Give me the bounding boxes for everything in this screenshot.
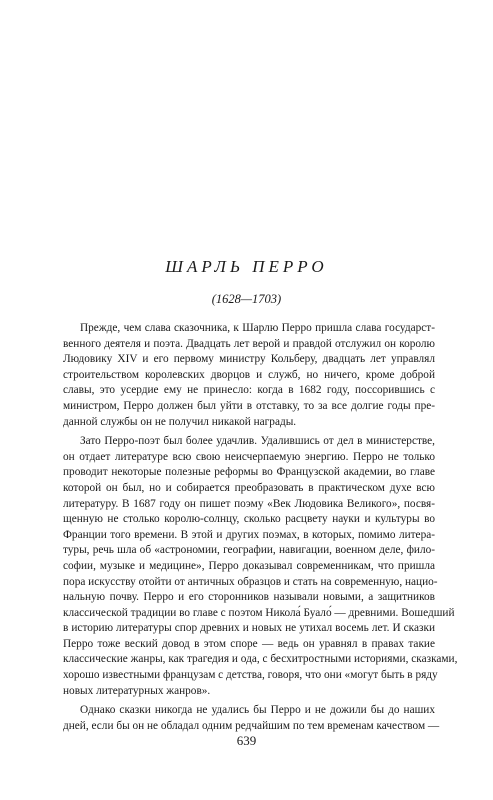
text-line: Однако сказки никогда не удались бы Перро и не дожили бы до наших xyxy=(80,704,435,717)
text-line: классические жанры, как трагедия и ода, с бесхитростными историями, сказками, xyxy=(63,653,458,666)
text-line: хорошо известными французам с детства, говоря, что они «могут быть в ряду xyxy=(63,669,438,682)
text-line: Прежде, чем слава сказочника, к Шарлю Перро пришла слава государст- xyxy=(80,322,435,334)
text-line: Зато Перро-поэт был более удачлив. Удалившись от дел в министерстве, xyxy=(80,435,435,448)
text-line: министром, Перро должен был уйти в отставку, то за все долгие годы пре- xyxy=(63,399,435,412)
text-line: венного деятеля и поэта. Двадцать лет верой и правдой отслужил он королю xyxy=(63,337,435,350)
chapter-title: ШАРЛЬ ПЕРРО xyxy=(165,257,328,276)
text-line: дней, если бы он не обладал одним редчайшим по тем временам качеством — xyxy=(63,719,440,732)
text-line: туры, речь шла об «астрономии, географии, навигации, военном деле, фило- xyxy=(63,544,435,557)
text-line: щенную не столько королю-солнцу, сколько расцвету науки и культуры во xyxy=(63,513,435,526)
text-line: нальную почву. Перро и его сторонников называли новыми, а защитников xyxy=(63,591,435,604)
text-line: проводит некоторые полезные реформы во Французской академии, во главе xyxy=(63,466,435,479)
text-line: Перро тоже веский довод в этом споре — ведь он уравнял в правах такие xyxy=(63,637,435,650)
paragraph-2 xyxy=(63,434,458,699)
text-line: данной службы он не получил никакой награды. xyxy=(63,415,297,428)
life-dates: (1628—1703) xyxy=(211,292,282,306)
text-line: он отдает литературе всю свою неисчерпаемую энергию. Перро не только xyxy=(63,450,435,463)
page-number: 639 xyxy=(236,733,257,748)
text-line: пора искусству отойти от античных образцов и стать на современную, нацио- xyxy=(63,575,438,588)
text-line: новых литературных жанров». xyxy=(63,684,211,697)
paragraph-1 xyxy=(63,321,435,430)
text-line: строительством королевских дворцов и служб, но ничего, кроме доброй xyxy=(63,368,435,381)
body-text xyxy=(63,321,458,738)
text-line: Людовику XIV и его первому министру Кольберу, двадцать лет управлял xyxy=(63,353,435,366)
text-line: славы, это усердие ему не принесло: когда в 1682 году, поссорившись с xyxy=(63,384,435,397)
text-line: софии, музыке и медицине», Перро доказывал современникам, что пришла xyxy=(63,559,435,572)
text-line: в историю литературы спор древних и новых не утихал восемь лет. И сказки xyxy=(63,622,435,635)
paragraph-3 xyxy=(63,703,440,734)
text-line: которой он был, но и собирается преобразовать в практическом духе всю xyxy=(63,481,435,494)
text-line: классической традиции во главе с поэтом Никола́ Буало́ — древними. Вошедший xyxy=(63,606,455,619)
text-line: литературу. В 1687 году он пишет поэму «Век Людовика Великого», посвя- xyxy=(63,497,435,510)
text-line: Франции того времени. В этой и других поэмах, в которых, помимо литера- xyxy=(63,528,435,541)
